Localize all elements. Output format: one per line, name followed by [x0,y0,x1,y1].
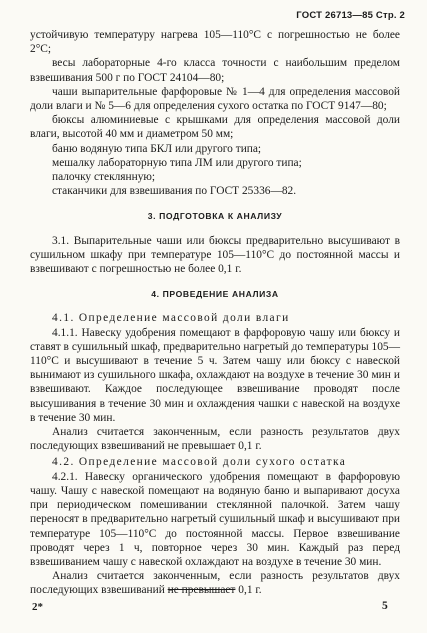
list-item: палочку стеклянную; [52,171,156,184]
page-number: 5 [382,600,388,612]
paragraph-4-1-1: 4.1.1. Навеску удобрения помещают в фарфоровую чашу или бюксу и ставят в сушильный шкаф, предварительно нагретый до температуры 105—110°С и высушивают в течение 5 ч. Затем чашу или бюксу с навеской вынимают из сушильного шкафа, охлаждают на воздухе в течение 30 мин и взвешивают. Каждое последующее взвешивание проводят после высушивания в течение 30 мин и охлаждения чашки с навеской на воздухе в течение 30 мин. [30,326,400,424]
section-heading-preparation: 3. ПОДГОТОВКА К АНАЛИЗУ [147,211,283,222]
list-item: стаканчики для взвешивания по ГОСТ 25336—82. [52,185,297,198]
running-header: ГОСТ 26713—85 Стр. 2 [296,10,405,21]
list-item: устойчивую температуру нагрева 105—110°С с погрешностью не более 2°С; [30,29,400,56]
list-item: баню водяную типа БКЛ или другого типа; [52,142,262,155]
page-body [30,28,400,598]
section-heading-analysis: 4. ПРОВЕДЕНИЕ АНАЛИЗА [151,289,279,300]
paragraph-4-2-1: 4.2.1. Навеску органического удобрения помещают в фарфоровую чашу. Чашу с навеской помещают на водяную баню и выпаривают досуха при периодическом помешивании стеклянной палочкой. Затем чашу переносят в предварительно нагретый сушильный шкаф и высушивают при температуре 105—110°С до постоянной массы. Первое взвешивание проводят через 1 ч, повторное через 30 мин. Каждый раз перед взвешиванием чашу с навеской охлаждают на воздухе в течение 30 мин. [30,470,400,568]
subsection-heading-moisture: 4.1. Определение массовой доли влаги [52,312,290,325]
paragraph-3-1: 3.1. Выпарительные чаши или бюксы предварительно высушивают в сушильном шкафу при температуре 105—110°С до постоянной массы и взвешивают с погрешностью не более 0,1 г. [30,234,400,276]
signature-mark: 2* [32,601,43,613]
list-item: мешалку лабораторную типа ЛМ или другого типа; [52,156,302,169]
conclusion-text-end: 0,1 г. [235,584,262,597]
subsection-heading-dry-residue: 4.2. Определение массовой доли сухого остатка [52,456,347,469]
list-item: бюксы алюминиевые с крышками для определения массовой доли влаги, высотой 40 мм и диаметром 50 мм; [30,114,400,141]
conclusion-text-start: Анализ считается законченным, если разность результатов двух последующих взвешиваний [30,570,400,597]
list-item: весы лабораторные 4-го класса точности с наибольшим пределом взвешивания 500 г по ГОСТ 24104—80; [30,57,400,84]
struck-text: не превышает [167,584,236,597]
paragraph-4-1-1-conclusion: Анализ считается законченным, если разность результатов двух последующих взвешиваний не превышает 0,1 г. [30,426,400,453]
paragraph-4-2-1-conclusion [30,569,400,597]
list-item: чаши выпарительные фарфоровые № 1—4 для определения массовой доли влаги и № 5—6 для определения сухого остатка по ГОСТ 9147—80; [30,85,400,113]
